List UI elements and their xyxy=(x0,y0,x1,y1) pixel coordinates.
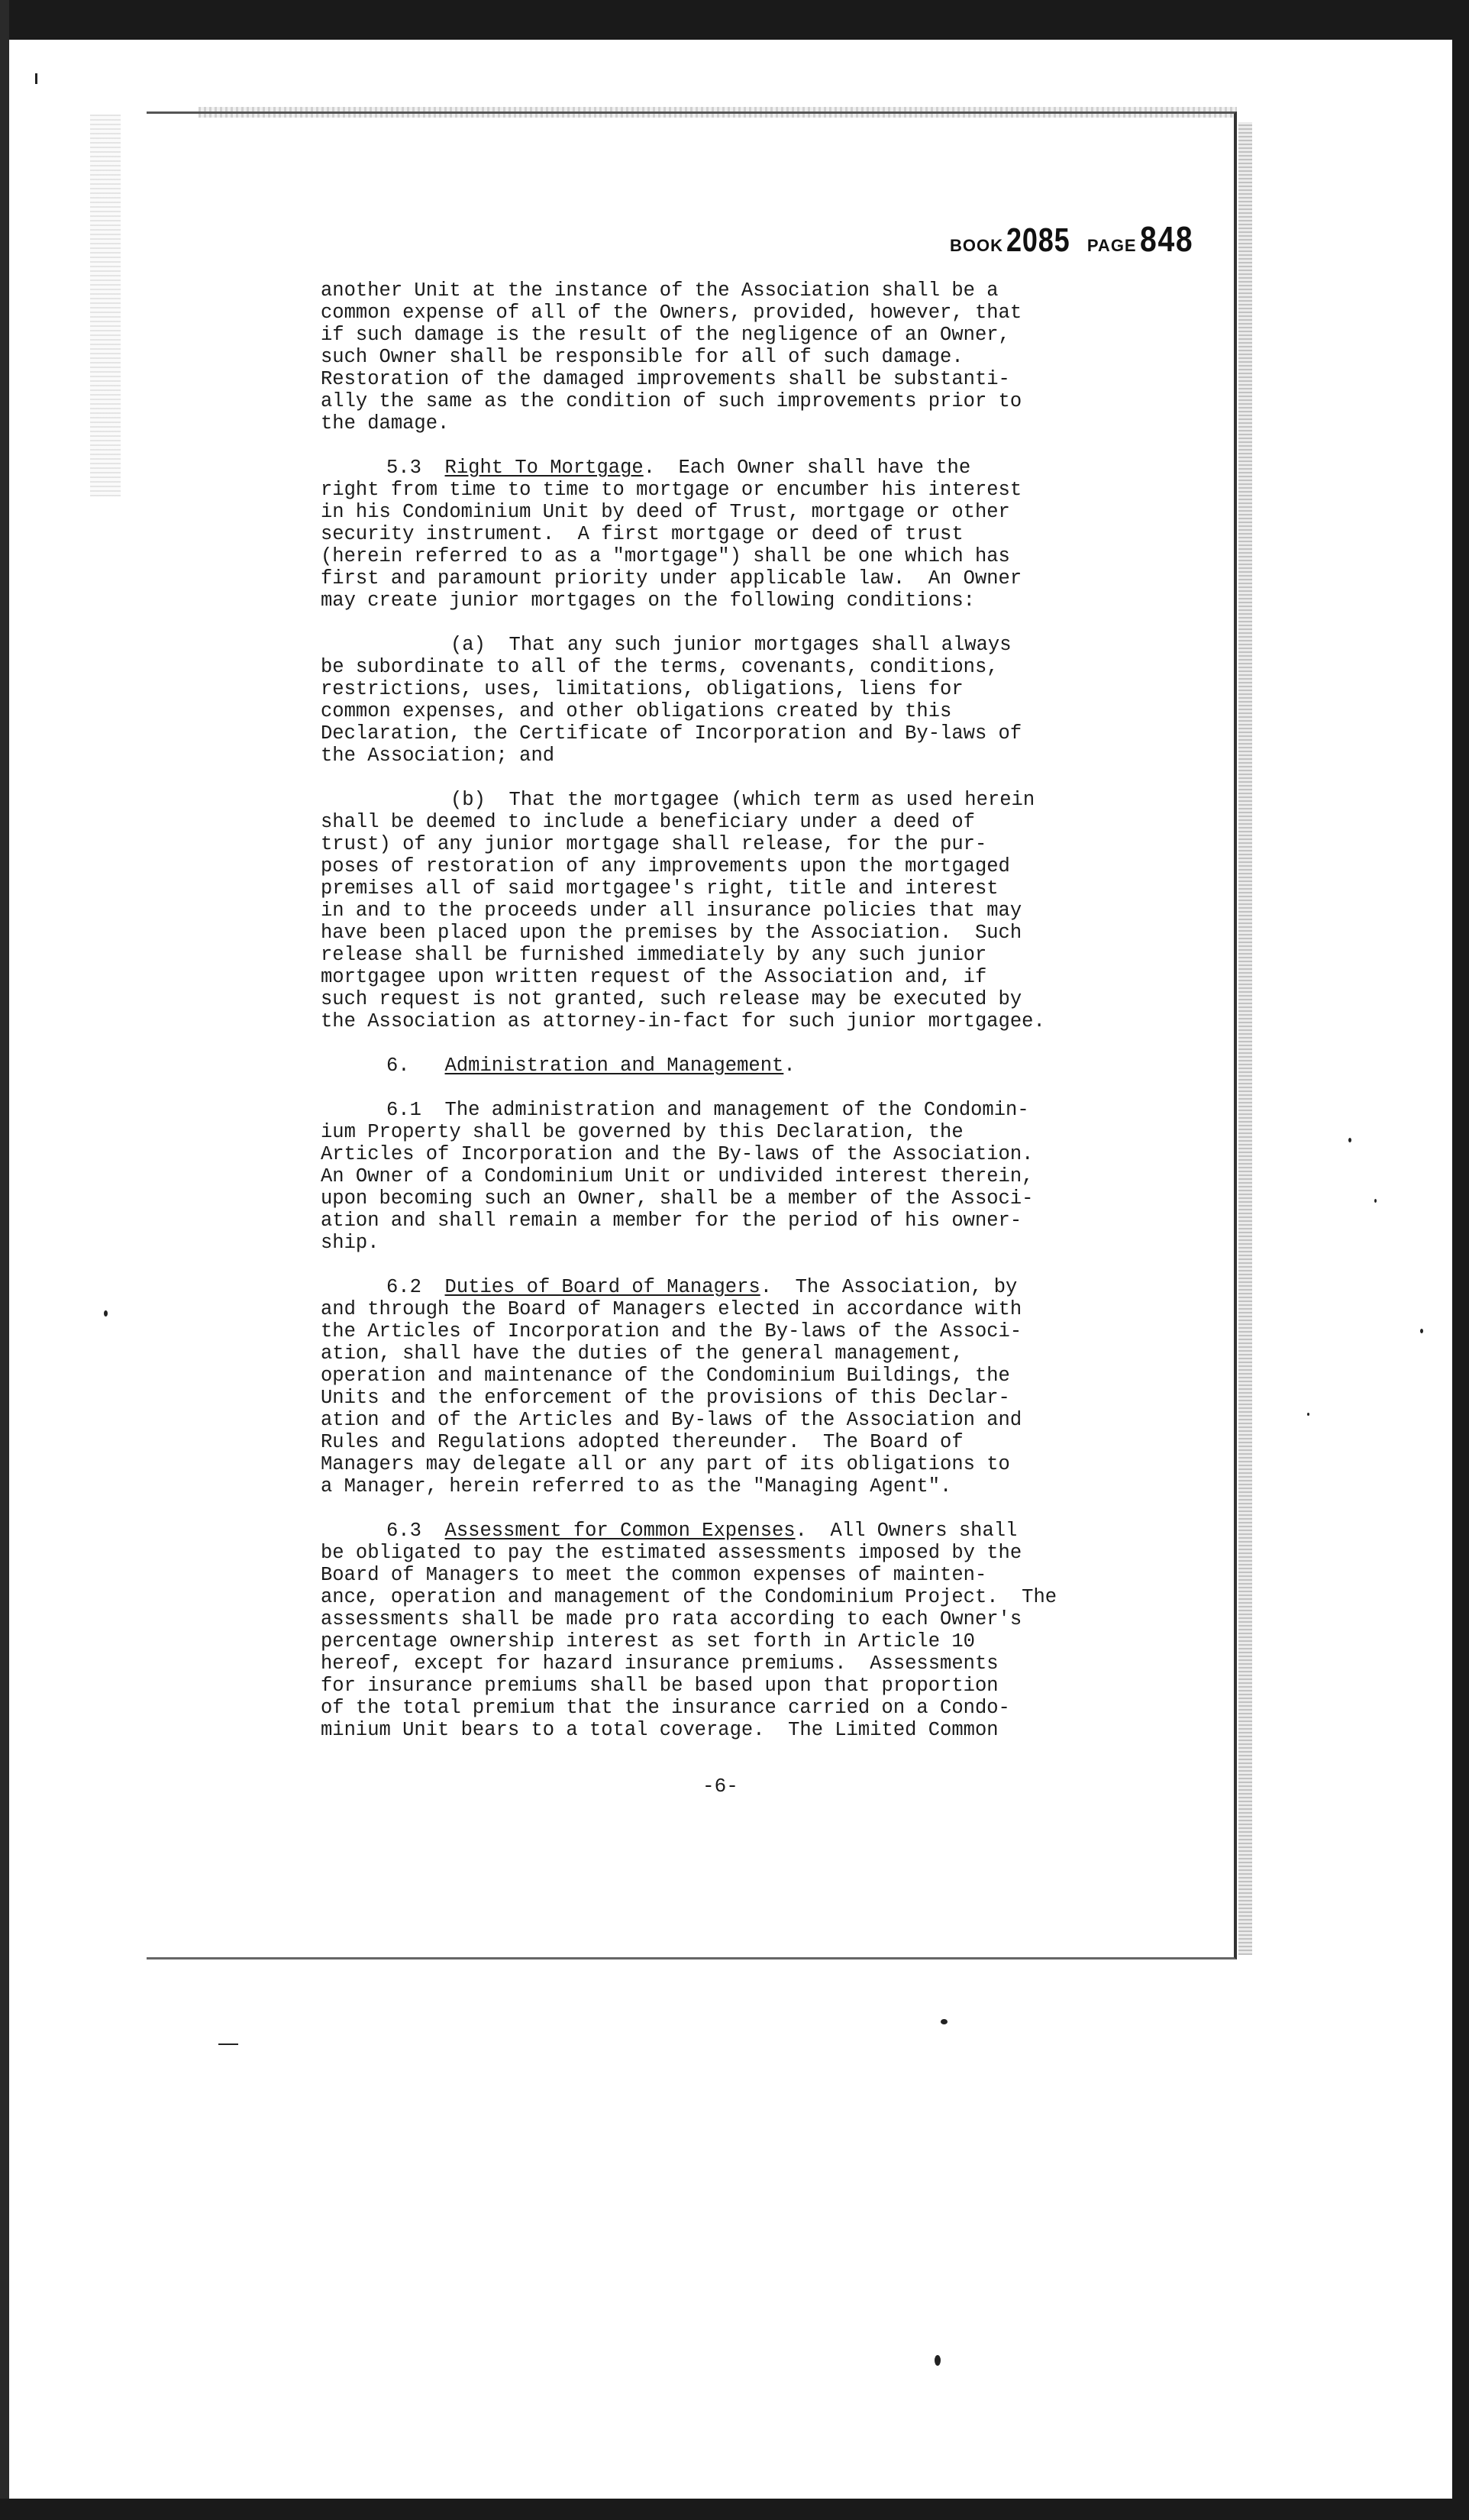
scan-speck xyxy=(935,2355,941,2366)
section-title: Duties of Board of Managers xyxy=(444,1276,760,1298)
text-line: (b) That the mortgagee (which term as used herein xyxy=(450,789,1035,811)
text-line: be subordinate to all of the terms, covenants, conditions, xyxy=(321,656,999,678)
text-line: ance, operation and management of the Condominium Project. The xyxy=(321,1586,1057,1608)
text-line: in and to the proceeds under all insurance policies that may xyxy=(321,900,1022,922)
section-number: 6.3 xyxy=(386,1520,421,1542)
scan-speck xyxy=(941,2019,948,2024)
text-line: restrictions, uses, limitations, obligations, liens for xyxy=(321,678,964,700)
article-heading-line xyxy=(321,1055,1153,1077)
text-line: ium Property shall be governed by this Declaration, the xyxy=(321,1121,964,1143)
text-line: another Unit at the instance of the Association shall be a xyxy=(321,279,999,302)
text-line: ation, shall have the duties of the general management, xyxy=(321,1342,964,1365)
text-line: right from time to time to mortgage or encumber his interest xyxy=(321,479,1022,501)
text-fragment: . The Association, by xyxy=(760,1276,1018,1298)
text-line: trust) of any junior mortgage shall release, for the pur- xyxy=(321,833,987,855)
book-label: BOOK xyxy=(950,236,1003,255)
text-line: common expenses, and other obligations created by this xyxy=(321,700,952,722)
page-number: 848 xyxy=(1139,219,1193,259)
text-line: Declaration, the Certificate of Incorporation and By-laws of xyxy=(321,722,1022,745)
scan-border-top xyxy=(0,0,1469,40)
text-line: first and paramount priority under applicable law. An Owner xyxy=(321,567,1022,590)
document-body xyxy=(321,279,1153,1763)
section-number: 6.2 xyxy=(386,1276,421,1298)
text-line: the Articles of Incorporation and the By-laws of the Associ- xyxy=(321,1320,1022,1342)
section-5-3 xyxy=(321,457,1153,612)
section-title: Right To Mortgage xyxy=(444,457,644,479)
text-line: (herein referred to as a "mortgage") shall be one which has xyxy=(321,545,1010,567)
text-line: operation and maintenance of the Condominium Buildings, the xyxy=(321,1365,1010,1387)
article-number: 6. xyxy=(386,1055,410,1077)
book-number: 2085 xyxy=(1006,221,1070,259)
text-line: shall be deemed to include a beneficiary under a deed of xyxy=(321,811,975,833)
scan-border-bottom xyxy=(0,2499,1469,2520)
text-line: 6.1 The administration and management of the Condomin- xyxy=(386,1099,1029,1121)
article-6-heading xyxy=(321,1055,1153,1077)
section-6-1 xyxy=(321,1099,1153,1254)
scan-speck xyxy=(35,73,37,84)
text-line: minium Unit bears to a total coverage. The Limited Common xyxy=(321,1719,999,1741)
text-line: release shall be furnished immediately by any such junior xyxy=(321,944,987,966)
book-page-stamp xyxy=(950,218,1203,260)
text-line: the Association; and xyxy=(321,745,555,767)
section-heading-line xyxy=(321,457,1153,479)
text-fragment: . xyxy=(783,1055,796,1077)
article-title: Administration and Management xyxy=(444,1055,784,1077)
page-label: PAGE xyxy=(1086,236,1137,255)
text-line: the damage. xyxy=(321,412,450,435)
section-6-3 xyxy=(321,1520,1153,1741)
text-fragment: . Each Owner shall have the xyxy=(643,457,971,479)
text-line: have been placed upon the premises by the Association. Such xyxy=(321,922,1022,944)
scan-border-left xyxy=(0,0,9,2520)
text-line: poses of restoration of any improvements upon the mortgaged xyxy=(321,855,1010,877)
page-edge-shadow xyxy=(1238,122,1252,1955)
section-6-2 xyxy=(321,1276,1153,1497)
clause-a xyxy=(321,634,1153,767)
text-line: mortgagee upon written request of the Association and, if xyxy=(321,966,987,988)
text-line: (a) That any such junior mortgages shall always xyxy=(450,634,1012,656)
text-line: assessments shall be made pro rata according to each Owner's xyxy=(321,1608,1022,1630)
text-line: Restoration of the damaged improvements shall be substanti- xyxy=(321,368,1010,390)
text-line: percentage ownership interest as set forth in Article 10 xyxy=(321,1630,975,1653)
scan-speck xyxy=(1307,1413,1309,1416)
text-line: in his Condominium Unit by deed of Trust, mortgage or other xyxy=(321,501,1010,523)
scan-speck xyxy=(218,2043,238,2045)
text-line: Managers may delegate all or any part of its obligations to xyxy=(321,1453,1010,1475)
text-line: upon becoming such an Owner, shall be a member of the Associ- xyxy=(321,1187,1034,1210)
text-line: such request is not granted, such release may be executed by xyxy=(321,988,1022,1010)
text-line: a Manager, herein referred to as the "Managing Agent". xyxy=(321,1475,952,1497)
text-line: ship. xyxy=(321,1232,379,1254)
text-line: such Owner shall be responsible for all of such damage. xyxy=(321,346,964,368)
text-line: ation and of the Articles and By-laws of the Association and xyxy=(321,1409,1022,1431)
section-number: 5.3 xyxy=(386,457,421,479)
paragraph-continued xyxy=(321,279,1153,435)
section-title: Assessment for Common Expenses xyxy=(444,1520,796,1542)
page-footer-number: -6- xyxy=(702,1775,738,1798)
text-line: for insurance premiums shall be based upon that proportion xyxy=(321,1675,999,1697)
section-heading-line xyxy=(321,1276,1153,1298)
scan-border-right xyxy=(1452,0,1469,2520)
scan-speck xyxy=(104,1310,108,1317)
scan-speck xyxy=(1374,1199,1377,1203)
text-line: Rules and Regulations adopted thereunder. The Board of xyxy=(321,1431,964,1453)
text-line: the Association as attorney-in-fact for such junior mortgagee. xyxy=(321,1010,1045,1032)
text-line: ation and shall remain a member for the period of his owner- xyxy=(321,1210,1022,1232)
scan-speck xyxy=(1420,1329,1423,1333)
text-line: common expense of all of the Owners, provided, however, that xyxy=(321,302,1022,324)
text-line: premises all of said mortgagee's right, title and interest xyxy=(321,877,999,900)
text-line: be obligated to pay the estimated assessments imposed by the xyxy=(321,1542,1022,1564)
section-heading-line xyxy=(321,1520,1153,1542)
scan-noise-margin xyxy=(90,115,121,496)
text-line: may create junior mortgages on the following conditions: xyxy=(321,590,975,612)
text-line: An Owner of a Condominium Unit or undivided interest therein, xyxy=(321,1165,1034,1187)
text-line: hereof, except for hazard insurance premiums. Assessments xyxy=(321,1653,999,1675)
clause-b xyxy=(321,789,1153,1032)
text-line: and through the Board of Managers elected in accordance with xyxy=(321,1298,1022,1320)
text-line: of the total premium that the insurance carried on a Condo- xyxy=(321,1697,1010,1719)
text-line: ally the same as the condition of such improvements prior to xyxy=(321,390,1022,412)
text-line: Units and the enforcement of the provisions of this Declar- xyxy=(321,1387,1010,1409)
scan-speck xyxy=(1348,1138,1351,1142)
text-line: Board of Managers to meet the common expenses of mainten- xyxy=(321,1564,987,1586)
text-line: if such damage is the result of the negligence of an Owner, xyxy=(321,324,1010,346)
text-fragment: . All Owners shall xyxy=(795,1520,1018,1542)
text-line: Articles of Incorporation and the By-laws of the Association. xyxy=(321,1143,1034,1165)
text-line: security instrument. A first mortgage or deed of trust xyxy=(321,523,964,545)
